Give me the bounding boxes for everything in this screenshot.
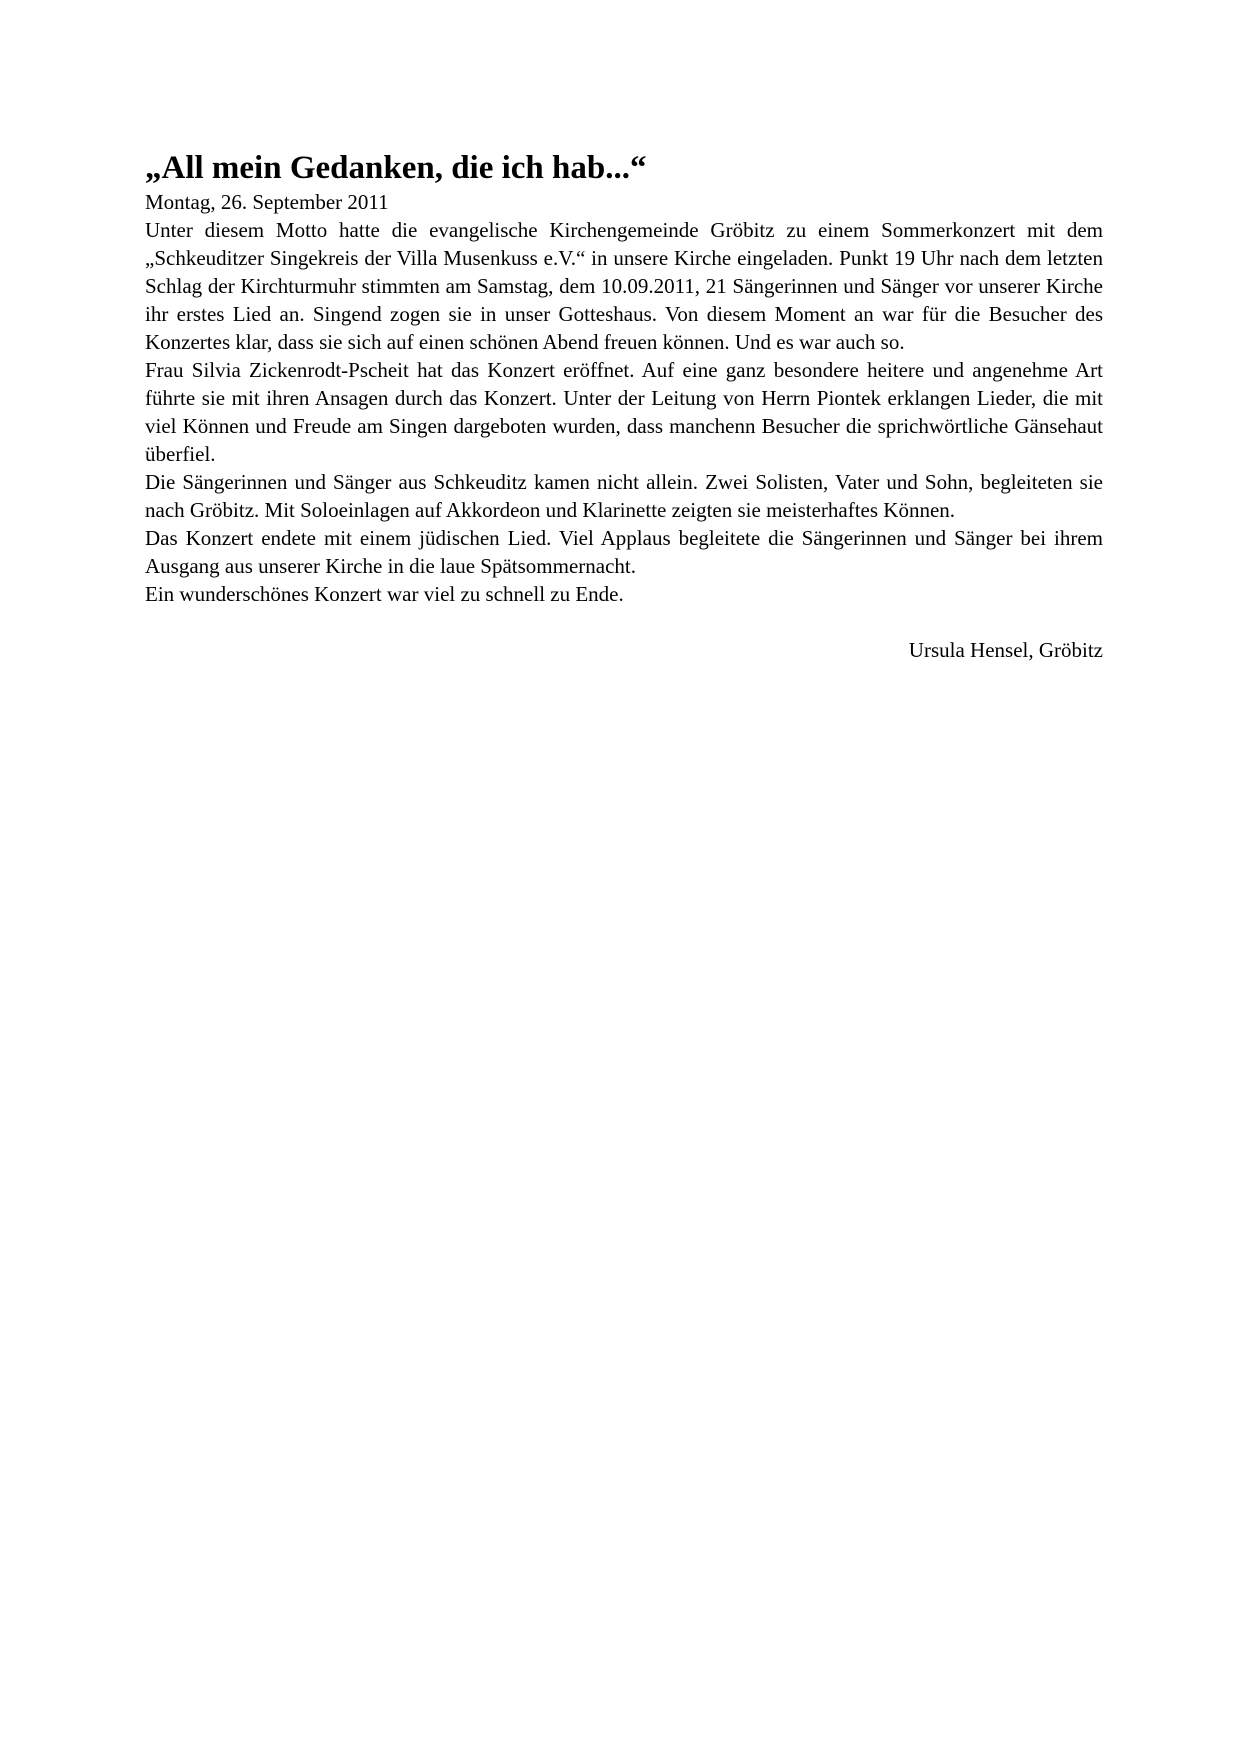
article-body bbox=[145, 216, 1103, 608]
article bbox=[145, 148, 1103, 664]
author-signature: Ursula Hensel, Gröbitz bbox=[908, 638, 1103, 662]
paragraph: Frau Silvia Zickenrodt-Pscheit hat das Konzert eröffnet. Auf eine ganz besondere heitere und angenehme Art führte sie mit ihren Ansagen durch das Konzert. Unter der Leitung von Herrn Piontek erklangen Lieder, die mit viel Können und Freude am Singen dargeboten wurden, dass manchenn Besucher die sprichwörtliche Gänsehaut überfiel. bbox=[145, 358, 1103, 466]
paragraph: Das Konzert endete mit einem jüdischen Lied. Viel Applaus begleitete die Sängerinnen und Sänger bei ihrem Ausgang aus unserer Kirche in die laue Spätsommernacht. bbox=[145, 526, 1103, 578]
article-date: Montag, 26. September 2011 bbox=[145, 190, 389, 214]
paragraph: Ein wunderschönes Konzert war viel zu schnell zu Ende. bbox=[145, 582, 624, 606]
article-title: „All mein Gedanken, die ich hab...“ bbox=[145, 150, 647, 186]
paragraph: Unter diesem Motto hatte die evangelische Kirchengemeinde Gröbitz zu einem Sommerkonzert mit dem „Schkeuditzer Singekreis der Villa Musenkuss e.V.“ in unsere Kirche eingeladen. Punkt 19 Uhr nach dem letzten Schlag der Kirchturmuhr stimmten am Samstag, dem 10.09.2011, 21 Sängerinnen und Sänger vor unserer Kirche ihr erstes Lied an. Singend zogen sie in unser Gotteshaus. Von diesem Moment an war für die Besucher des Konzertes klar, dass sie sich auf einen schönen Abend freuen können. Und es war auch so. bbox=[145, 218, 1103, 354]
paragraph: Die Sängerinnen und Sänger aus Schkeuditz kamen nicht allein. Zwei Solisten, Vater und Sohn, begleiteten sie nach Gröbitz. Mit Soloeinlagen auf Akkordeon und Klarinette zeigten sie meisterhaftes Können. bbox=[145, 470, 1103, 522]
